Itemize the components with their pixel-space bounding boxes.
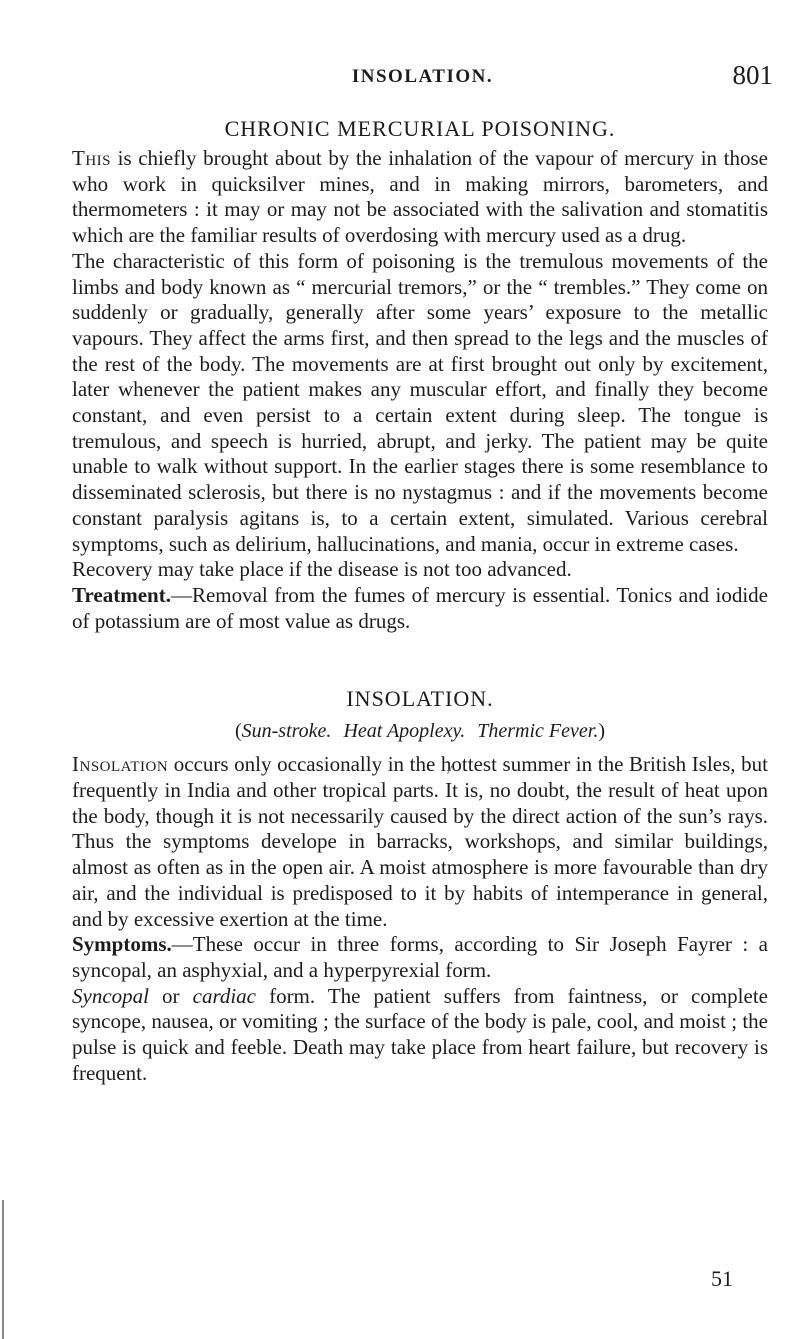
paragraph-text: —Removal from the fumes of mercury is essential. Tonics and iodide of potassium are of most value as drugs. (72, 582, 768, 633)
paragraph-mercury-characteristic: The characteristic of this form of poisoning is the tremulous movements of the limbs and body known as “ mercurial tremors,” or the “ trembles.” They come on suddenly or gradually, generally after some years’ exposure to the metallic vapours. They affect the arms first, and then spread to the legs and the muscles of the rest of the body. The movements are at first brought out only by excitement, later whenever the patient makes any muscular effort, and finally they become constant, and even persist to a certain extent during sleep. The tongue is tremulous, and speech is hurried, abrupt, and jerky. The patient may be quite unable to walk without support. In the earlier stages there is some resemblance to disseminated sclerosis, but there is no nystagmus : and if the movements become constant paralysis agitans is, to a certain extent, simulated. Various cerebral symptoms, such as delirium, hallucinations, and mania, occur in extreme cases. (72, 248, 768, 556)
subtitle-open-paren: ( (234, 720, 242, 743)
synonym-heat-apoplexy: Heat Apoplexy. (343, 720, 466, 743)
paragraph-connector: or (148, 983, 193, 1008)
paragraph-text: —These occur in three forms, according to Sir Joseph Fayrer : a syncopal, an asphyxial, and a hyperpyrexial form. (72, 932, 768, 982)
form-name-syncopal: Syncopal (72, 983, 149, 1008)
paragraph-insolation-intro (72, 752, 768, 932)
subtitle-close-paren: ) (598, 720, 606, 743)
paragraph-insolation-symptoms (72, 932, 768, 983)
paragraph-lead-word: Insolation (72, 752, 169, 777)
paragraph-syncopal-form (72, 984, 768, 1087)
paragraph-mercury-treatment (72, 583, 768, 634)
running-head-title: INSOLATION. (351, 66, 494, 87)
synonym-thermic-fever: Thermic Fever. (477, 720, 599, 743)
symptoms-heading: Symptoms. (72, 932, 172, 957)
paragraph-text: form. The patient suffers from faintness, or complete syncope, nausea, or vomiting ; the surface of the body is pale, cool, and moist ; the pulse is quick and feeble. Death may take place from heart failure, but recovery is frequent. (72, 983, 768, 1085)
signature-folio: 51 (711, 1266, 733, 1291)
paragraph-text: occurs only occasionally in the hottest summer in the British Isles, but frequently in India and other tropical parts. It is, no doubt, the result of heat upon the body, though it is not necessarily caused by the direct action of the sun’s rays. Thus the symptoms develope in barracks, workshops, and similar buildings, almost as often as in the open air. A moist atmosphere is more favourable than dry air, and the individual is predisposed to it by habits of intemperance in general, and by excessive exertion at the time. (72, 752, 768, 931)
section-subtitle-synonyms (72, 716, 768, 746)
page-edge-rule (2, 1200, 4, 1339)
synonym-sun-stroke: Sun-stroke. (241, 720, 332, 743)
paragraph-lead-word: This (72, 146, 111, 170)
section-spacer (72, 634, 768, 682)
paragraph-mercury-recovery: Recovery may take place if the disease is not too advanced. (72, 557, 572, 582)
treatment-heading: Treatment. (72, 582, 171, 607)
paragraph-mercury-cause (72, 146, 768, 249)
form-name-cardiac: cardiac (192, 983, 256, 1008)
section-title-insolation: INSOLATION. (346, 686, 494, 712)
running-head (72, 60, 773, 90)
section-title-chronic-mercurial-poisoning: CHRONIC MERCURIAL POISONING. (224, 116, 616, 141)
page-body (72, 112, 768, 1087)
page-number: 801 (732, 60, 773, 90)
paragraph-text: is chiefly brought about by the inhalation of the vapour of mercury in those who work in quicksilver mines, and in making mirrors, barometers, and thermometers : it may or may not be associated with the salivation and stomatitis which are the familiar results of overdosing with mercury used as a drug. (72, 146, 768, 248)
